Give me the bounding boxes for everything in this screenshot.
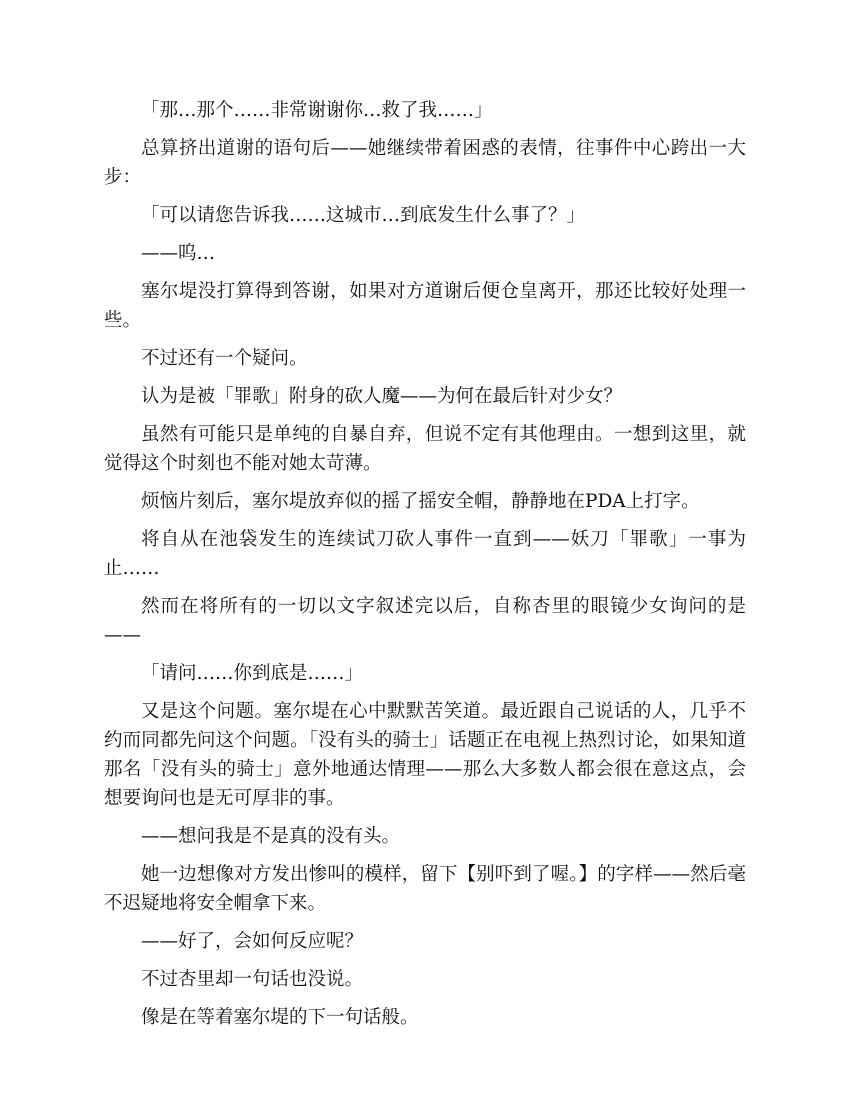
paragraph-11: 然而在将所有的一切以文字叙述完以后，自称杏里的眼镜少女询问的是——: [104, 596, 746, 646]
paragraph-9: 烦恼片刻后，塞尔堤放弃似的摇了摇安全帽，静静地在PDA上打字。: [141, 491, 700, 512]
document-page: [104, 96, 746, 1041]
paragraph-17: 不过杏里却一句话也没说。: [141, 969, 364, 990]
paragraph-8: 虽然有可能只是单纯的自暴自弃，但说不定有其他理由。一想到这里，就觉得这个时刻也不能对她太苛薄。: [104, 424, 746, 474]
paragraph-18: 像是在等着塞尔堤的下一句话般。: [141, 1007, 419, 1028]
paragraph-4: ——呜…: [141, 243, 216, 264]
paragraph-6: 不过还有一个疑问。: [141, 348, 308, 369]
paragraph-13: 又是这个问题。塞尔堤在心中默默苦笑道。最近跟自己说话的人，几乎不约而同都先问这个问题。「没有头的骑士」话题正在电视上热烈讨论，如果知道那名「没有头的骑士」意外地通达情理——那么大多数人都会很在意这点，会想要询问也是无可厚非的事。: [104, 701, 746, 809]
paragraph-14: ——想问我是不是真的没有头。: [141, 826, 401, 847]
paragraph-3: 「可以请您告诉我……这城市…到底发生什么事了？」: [141, 205, 586, 226]
paragraph-5: 塞尔堤没打算得到答谢，如果对方道谢后便仓皇离开，那还比较好处理一些。: [104, 281, 746, 331]
paragraph-2: 总算挤出道谢的语句后——她继续带着困惑的表情，往事件中心跨出一大步：: [104, 138, 746, 188]
paragraph-1: 「那…那个……非常谢谢你…救了我……」: [141, 100, 493, 121]
paragraph-12: 「请问……你到底是……」: [141, 663, 364, 684]
paragraph-10: 将自从在池袋发生的连续试刀砍人事件一直到——妖刀「罪歌」一事为止……: [104, 529, 746, 579]
paragraph-16: ——好了，会如何反应呢？: [141, 931, 364, 952]
paragraph-7: 认为是被「罪歌」附身的砍人魔——为何在最后针对少女？: [141, 386, 623, 407]
paragraph-15: 她一边想像对方发出惨叫的模样，留下【别吓到了喔。】的字样——然后毫不迟疑地将安全帽拿下来。: [104, 864, 746, 914]
